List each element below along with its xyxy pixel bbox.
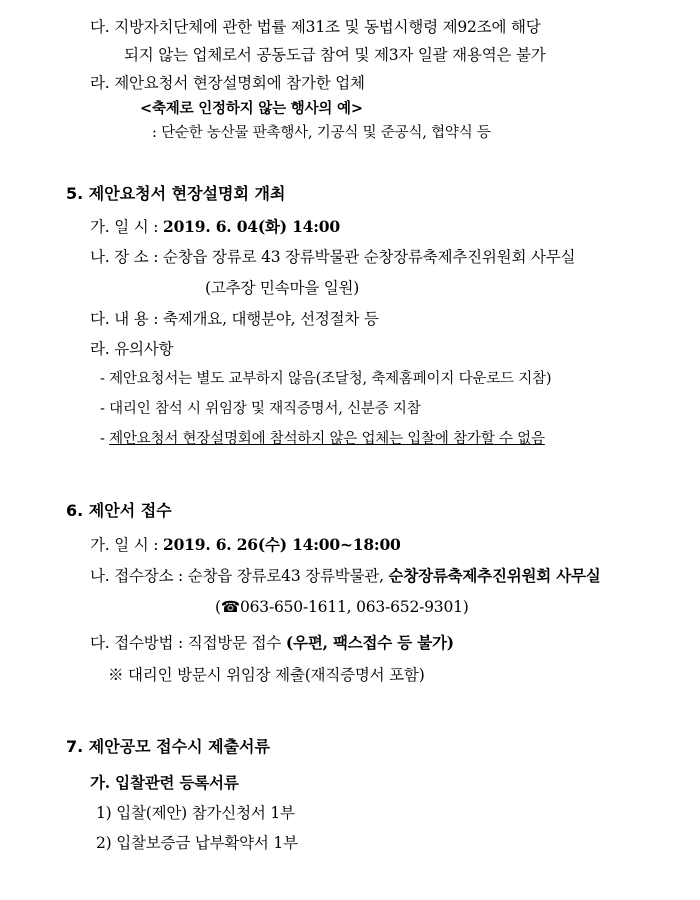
s6-phone: (☎063-650-1611, 063-652-9301) (215, 598, 469, 616)
section-5-heading: 5. 제안요청서 현장설명회 개최 (66, 184, 286, 203)
s6-note: ※ 대리인 방문시 위임장 제출(재직증명서 포함) (108, 666, 425, 684)
section-7-heading: 7. 제안공모 접수시 제출서류 (66, 737, 270, 756)
item-da-line-1: 다. 지방자치단체에 관한 법률 제31조 및 동법시행령 제92조에 해당 (90, 18, 541, 36)
note-title: <축제로 인정하지 않는 행사의 예> (140, 100, 363, 117)
s5-location-value: 순창읍 장류로 43 장류박물관 순창장류축제추진위원회 사무실 (162, 248, 576, 266)
item-da-line-2: 되지 않는 업체로서 공동도급 참여 및 제3자 일괄 재용역은 불가 (124, 46, 546, 64)
s5-note-3-dash: - (100, 431, 110, 447)
s6-method-value: (우편, 팩스접수 등 불가) (285, 633, 454, 652)
s7-item-2: 2) 입찰보증금 납부확약서 1부 (96, 834, 298, 852)
s6-method-label: 다. 접수방법 : 직접방문 접수 (90, 634, 282, 652)
s5-schedule (90, 216, 340, 238)
section-6-heading: 6. 제안서 접수 (66, 501, 172, 520)
note-body: : 단순한 농산물 판촉행사, 기공식 및 준공식, 협약식 등 (152, 125, 491, 141)
s5-note-2: - 대리인 참석 시 위임장 및 재직증명서, 신분증 지참 (100, 401, 421, 417)
s5-note-3-text: 제안요청서 현장설명회에 참석하지 않은 업체는 입찰에 참가할 수 없음 (109, 431, 545, 447)
s6-place (90, 565, 601, 587)
s6-schedule (90, 534, 401, 556)
s6-schedule-value: 2019. 6. 26(수) 14:00~18:00 (162, 535, 401, 554)
s5-location (90, 246, 575, 268)
s7-item-1: 1) 입찰(제안) 참가신청서 1부 (96, 804, 295, 822)
s6-place-label: 나. 접수장소 : 순창읍 장류로43 장류박물관, (90, 567, 384, 585)
s5-schedule-label: 가. 일 시 : (90, 218, 159, 236)
s5-notes-label: 라. 유의사항 (90, 340, 174, 358)
item-ra: 라. 제안요청서 현장설명회에 참가한 업체 (90, 74, 365, 92)
s5-schedule-value: 2019. 6. 04(화) 14:00 (162, 217, 340, 236)
s5-note-1: - 제안요청서는 별도 교부하지 않음(조달청, 축제홈페이지 다운로드 지참) (100, 371, 552, 387)
s5-location-detail: (고추장 민속마을 일원) (205, 279, 360, 297)
s5-location-label: 나. 장 소 : (90, 248, 159, 266)
s5-content: 다. 내 용 : 축제개요, 대행분야, 선정절차 등 (90, 310, 379, 328)
s6-place-value: 순창장류축제추진위원회 사무실 (388, 566, 601, 585)
s6-method (90, 632, 454, 654)
s5-note-3 (100, 428, 545, 450)
s6-schedule-label: 가. 일 시 : (90, 536, 159, 554)
s7-subheading: 가. 입찰관련 등록서류 (90, 773, 239, 792)
